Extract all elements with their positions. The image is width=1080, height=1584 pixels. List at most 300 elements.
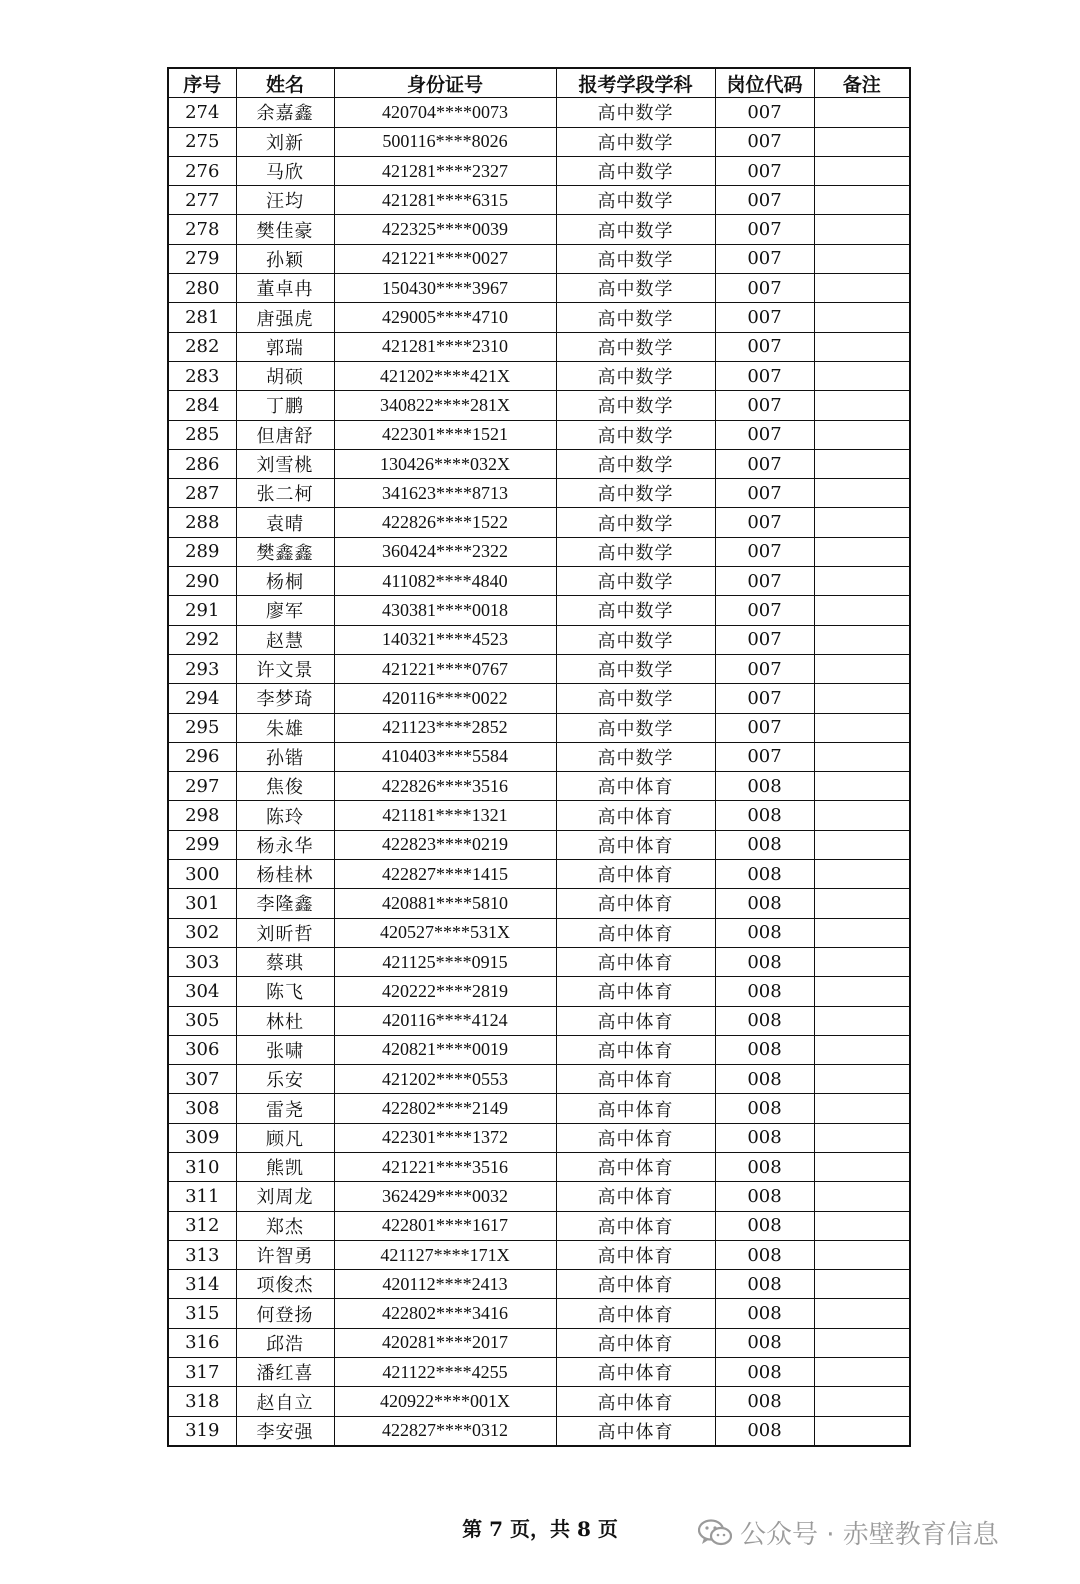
serial-number-cell: 290 [168, 567, 236, 596]
serial-number-cell: 317 [168, 1358, 236, 1387]
remarks-cell [814, 1328, 910, 1357]
table-body [168, 98, 910, 1446]
name-cell: 余嘉鑫 [236, 98, 334, 127]
position-code-cell: 007 [715, 508, 814, 537]
subject-cell: 高中数学 [556, 508, 715, 537]
name-cell: 胡硕 [236, 361, 334, 390]
remarks-cell [814, 244, 910, 273]
subject-cell: 高中体育 [556, 801, 715, 830]
position-code-cell: 007 [715, 391, 814, 420]
id-number-cell: 420222****2819 [334, 977, 556, 1006]
position-code-cell: 007 [715, 654, 814, 683]
name-cell: 汪均 [236, 186, 334, 215]
serial-number-cell: 279 [168, 244, 236, 273]
table-row [168, 801, 910, 830]
id-number-cell: 422801****1617 [334, 1211, 556, 1240]
id-number-cell: 420281****2017 [334, 1328, 556, 1357]
subject-cell: 高中数学 [556, 596, 715, 625]
remarks-cell [814, 1416, 910, 1446]
id-number-cell: 422301****1372 [334, 1123, 556, 1152]
position-code-cell: 008 [715, 1328, 814, 1357]
subject-cell: 高中体育 [556, 1358, 715, 1387]
table-row [168, 1094, 910, 1123]
serial-number-cell: 307 [168, 1065, 236, 1094]
name-cell: 李隆鑫 [236, 889, 334, 918]
page-number: 第 7 页，共 8 页 [462, 1517, 618, 1541]
position-code-cell: 008 [715, 977, 814, 1006]
table-row [168, 1358, 910, 1387]
position-code-cell: 007 [715, 215, 814, 244]
id-number-cell: 420922****001X [334, 1387, 556, 1416]
subject-cell: 高中体育 [556, 830, 715, 859]
id-number-cell: 422823****0219 [334, 830, 556, 859]
remarks-cell [814, 830, 910, 859]
watermark [698, 1514, 999, 1551]
id-number-cell: 421125****0915 [334, 947, 556, 976]
name-cell: 孙颖 [236, 244, 334, 273]
position-code-cell: 007 [715, 567, 814, 596]
wechat-icon [698, 1519, 732, 1547]
serial-number-cell: 304 [168, 977, 236, 1006]
name-cell: 李梦琦 [236, 684, 334, 713]
id-number-cell: 421122****4255 [334, 1358, 556, 1387]
table-row [168, 244, 910, 273]
id-number-cell: 421202****421X [334, 361, 556, 390]
remarks-cell [814, 713, 910, 742]
serial-number-cell: 310 [168, 1152, 236, 1181]
name-cell: 顾凡 [236, 1123, 334, 1152]
remarks-cell [814, 1152, 910, 1181]
serial-number-cell: 308 [168, 1094, 236, 1123]
subject-cell: 高中体育 [556, 1065, 715, 1094]
position-code-cell: 007 [715, 186, 814, 215]
serial-number-cell: 298 [168, 801, 236, 830]
position-code-cell: 008 [715, 1387, 814, 1416]
serial-number-cell: 288 [168, 508, 236, 537]
id-number-cell: 422325****0039 [334, 215, 556, 244]
subject-cell: 高中体育 [556, 772, 715, 801]
subject-cell: 高中数学 [556, 654, 715, 683]
subject-cell: 高中体育 [556, 1299, 715, 1328]
remarks-cell [814, 215, 910, 244]
remarks-cell [814, 186, 910, 215]
position-code-cell: 007 [715, 244, 814, 273]
name-cell: 陈飞 [236, 977, 334, 1006]
remarks-cell [814, 596, 910, 625]
table-row [168, 713, 910, 742]
serial-number-cell: 300 [168, 860, 236, 889]
position-code-cell: 008 [715, 1065, 814, 1094]
table-row [168, 1299, 910, 1328]
id-number-cell: 340822****281X [334, 391, 556, 420]
name-cell: 项俊杰 [236, 1270, 334, 1299]
position-code-cell: 008 [715, 1270, 814, 1299]
position-code-cell: 008 [715, 1240, 814, 1269]
name-cell: 张啸 [236, 1035, 334, 1064]
id-number-cell: 422802****2149 [334, 1094, 556, 1123]
serial-number-cell: 296 [168, 742, 236, 771]
subject-cell: 高中数学 [556, 420, 715, 449]
name-cell: 焦俊 [236, 772, 334, 801]
table-row [168, 391, 910, 420]
remarks-cell [814, 1387, 910, 1416]
name-cell: 林杜 [236, 1006, 334, 1035]
name-cell: 朱雄 [236, 713, 334, 742]
name-cell: 马欣 [236, 156, 334, 185]
serial-number-cell: 319 [168, 1416, 236, 1446]
table-row [168, 742, 910, 771]
table-row [168, 1240, 910, 1269]
id-number-cell: 421221****0767 [334, 654, 556, 683]
table-row [168, 830, 910, 859]
position-code-cell: 007 [715, 596, 814, 625]
serial-number-cell: 316 [168, 1328, 236, 1357]
position-code-cell: 007 [715, 98, 814, 127]
table-header-row [168, 68, 910, 98]
subject-cell: 高中数学 [556, 713, 715, 742]
serial-number-cell: 299 [168, 830, 236, 859]
id-number-cell: 422827****0312 [334, 1416, 556, 1446]
table-row [168, 1211, 910, 1240]
table-row [168, 127, 910, 156]
remarks-cell [814, 127, 910, 156]
position-code-cell: 007 [715, 274, 814, 303]
id-number-cell: 421221****0027 [334, 244, 556, 273]
serial-number-cell: 315 [168, 1299, 236, 1328]
subject-cell: 高中体育 [556, 1152, 715, 1181]
name-cell: 刘昕哲 [236, 918, 334, 947]
table-row [168, 186, 910, 215]
name-cell: 许智勇 [236, 1240, 334, 1269]
subject-cell: 高中数学 [556, 361, 715, 390]
serial-number-cell: 302 [168, 918, 236, 947]
table-row [168, 479, 910, 508]
subject-cell: 高中数学 [556, 244, 715, 273]
remarks-cell [814, 1358, 910, 1387]
name-cell: 郑杰 [236, 1211, 334, 1240]
subject-cell: 高中体育 [556, 1387, 715, 1416]
name-cell: 唐强虎 [236, 303, 334, 332]
remarks-cell [814, 1299, 910, 1328]
remarks-cell [814, 274, 910, 303]
serial-number-cell: 313 [168, 1240, 236, 1269]
subject-cell: 高中数学 [556, 186, 715, 215]
position-code-cell: 007 [715, 127, 814, 156]
serial-number-cell: 284 [168, 391, 236, 420]
id-number-cell: 410403****5584 [334, 742, 556, 771]
subject-cell: 高中数学 [556, 156, 715, 185]
position-code-cell: 008 [715, 1123, 814, 1152]
remarks-cell [814, 860, 910, 889]
id-number-cell: 422826****3516 [334, 772, 556, 801]
serial-number-cell: 286 [168, 449, 236, 478]
name-cell: 何登扬 [236, 1299, 334, 1328]
remarks-cell [814, 98, 910, 127]
remarks-cell [814, 684, 910, 713]
header-subject: 报考学段学科 [556, 68, 715, 98]
subject-cell: 高中数学 [556, 274, 715, 303]
serial-number-cell: 301 [168, 889, 236, 918]
remarks-cell [814, 742, 910, 771]
name-cell: 乐安 [236, 1065, 334, 1094]
subject-cell: 高中体育 [556, 889, 715, 918]
serial-number-cell: 292 [168, 625, 236, 654]
remarks-cell [814, 772, 910, 801]
table-row [168, 977, 910, 1006]
table-row [168, 449, 910, 478]
id-number-cell: 360424****2322 [334, 537, 556, 566]
table-row [168, 860, 910, 889]
id-number-cell: 421221****3516 [334, 1152, 556, 1181]
name-cell: 樊鑫鑫 [236, 537, 334, 566]
serial-number-cell: 311 [168, 1182, 236, 1211]
serial-number-cell: 297 [168, 772, 236, 801]
id-number-cell: 421202****0553 [334, 1065, 556, 1094]
name-cell: 董卓冉 [236, 274, 334, 303]
name-cell: 雷尧 [236, 1094, 334, 1123]
table-row [168, 772, 910, 801]
table-row [168, 1387, 910, 1416]
table-row [168, 567, 910, 596]
position-code-cell: 008 [715, 1035, 814, 1064]
position-code-cell: 008 [715, 1182, 814, 1211]
table-row [168, 274, 910, 303]
position-code-cell: 008 [715, 830, 814, 859]
candidate-table [167, 67, 911, 1447]
position-code-cell: 008 [715, 1094, 814, 1123]
remarks-cell [814, 508, 910, 537]
serial-number-cell: 293 [168, 654, 236, 683]
remarks-cell [814, 449, 910, 478]
id-number-cell: 421181****1321 [334, 801, 556, 830]
table-row [168, 889, 910, 918]
table-row [168, 596, 910, 625]
table-row [168, 1182, 910, 1211]
table-row [168, 947, 910, 976]
serial-number-cell: 289 [168, 537, 236, 566]
position-code-cell: 007 [715, 332, 814, 361]
remarks-cell [814, 654, 910, 683]
position-code-cell: 008 [715, 1152, 814, 1181]
remarks-cell [814, 567, 910, 596]
id-number-cell: 362429****0032 [334, 1182, 556, 1211]
remarks-cell [814, 156, 910, 185]
table-row [168, 684, 910, 713]
serial-number-cell: 278 [168, 215, 236, 244]
serial-number-cell: 287 [168, 479, 236, 508]
name-cell: 郭瑞 [236, 332, 334, 361]
id-number-cell: 420881****5810 [334, 889, 556, 918]
remarks-cell [814, 977, 910, 1006]
subject-cell: 高中体育 [556, 1094, 715, 1123]
remarks-cell [814, 1094, 910, 1123]
name-cell: 廖军 [236, 596, 334, 625]
remarks-cell [814, 1270, 910, 1299]
name-cell: 许文景 [236, 654, 334, 683]
subject-cell: 高中数学 [556, 742, 715, 771]
serial-number-cell: 282 [168, 332, 236, 361]
name-cell: 袁晴 [236, 508, 334, 537]
serial-number-cell: 274 [168, 98, 236, 127]
serial-number-cell: 283 [168, 361, 236, 390]
remarks-cell [814, 1035, 910, 1064]
id-number-cell: 420112****2413 [334, 1270, 556, 1299]
subject-cell: 高中体育 [556, 1182, 715, 1211]
table-row [168, 537, 910, 566]
name-cell: 潘红喜 [236, 1358, 334, 1387]
id-number-cell: 150430****3967 [334, 274, 556, 303]
position-code-cell: 008 [715, 772, 814, 801]
position-code-cell: 007 [715, 684, 814, 713]
remarks-cell [814, 947, 910, 976]
table-row [168, 625, 910, 654]
id-number-cell: 500116****8026 [334, 127, 556, 156]
table-row [168, 361, 910, 390]
position-code-cell: 007 [715, 742, 814, 771]
position-code-cell: 008 [715, 1211, 814, 1240]
remarks-cell [814, 391, 910, 420]
serial-number-cell: 291 [168, 596, 236, 625]
id-number-cell: 420821****0019 [334, 1035, 556, 1064]
position-code-cell: 008 [715, 1006, 814, 1035]
subject-cell: 高中数学 [556, 625, 715, 654]
subject-cell: 高中体育 [556, 1123, 715, 1152]
name-cell: 李安强 [236, 1416, 334, 1446]
id-number-cell: 420704****0073 [334, 98, 556, 127]
subject-cell: 高中数学 [556, 215, 715, 244]
serial-number-cell: 281 [168, 303, 236, 332]
name-cell: 孙锴 [236, 742, 334, 771]
subject-cell: 高中体育 [556, 860, 715, 889]
id-number-cell: 130426****032X [334, 449, 556, 478]
subject-cell: 高中数学 [556, 567, 715, 596]
header-remarks: 备注 [814, 68, 910, 98]
remarks-cell [814, 1240, 910, 1269]
serial-number-cell: 309 [168, 1123, 236, 1152]
remarks-cell [814, 1065, 910, 1094]
position-code-cell: 008 [715, 860, 814, 889]
id-number-cell: 420116****4124 [334, 1006, 556, 1035]
position-code-cell: 007 [715, 420, 814, 449]
table-row [168, 1035, 910, 1064]
header-name: 姓名 [236, 68, 334, 98]
table-row [168, 98, 910, 127]
position-code-cell: 008 [715, 801, 814, 830]
remarks-cell [814, 625, 910, 654]
name-cell: 刘雪桃 [236, 449, 334, 478]
serial-number-cell: 314 [168, 1270, 236, 1299]
name-cell: 蔡琪 [236, 947, 334, 976]
serial-number-cell: 275 [168, 127, 236, 156]
remarks-cell [814, 479, 910, 508]
position-code-cell: 007 [715, 156, 814, 185]
table-row [168, 918, 910, 947]
id-number-cell: 341623****8713 [334, 479, 556, 508]
remarks-cell [814, 1182, 910, 1211]
subject-cell: 高中体育 [556, 1270, 715, 1299]
position-code-cell: 008 [715, 918, 814, 947]
id-number-cell: 422827****1415 [334, 860, 556, 889]
id-number-cell: 422826****1522 [334, 508, 556, 537]
table-row [168, 508, 910, 537]
remarks-cell [814, 332, 910, 361]
table-row [168, 332, 910, 361]
name-cell: 赵慧 [236, 625, 334, 654]
name-cell: 熊凯 [236, 1152, 334, 1181]
serial-number-cell: 295 [168, 713, 236, 742]
name-cell: 杨永华 [236, 830, 334, 859]
name-cell: 陈玲 [236, 801, 334, 830]
position-code-cell: 007 [715, 303, 814, 332]
position-code-cell: 008 [715, 1358, 814, 1387]
remarks-cell [814, 918, 910, 947]
table-row [168, 1270, 910, 1299]
subject-cell: 高中体育 [556, 947, 715, 976]
position-code-cell: 008 [715, 1299, 814, 1328]
name-cell: 樊佳豪 [236, 215, 334, 244]
name-cell: 赵自立 [236, 1387, 334, 1416]
name-cell: 张二柯 [236, 479, 334, 508]
id-number-cell: 422301****1521 [334, 420, 556, 449]
id-number-cell: 421281****2327 [334, 156, 556, 185]
position-code-cell: 008 [715, 889, 814, 918]
id-number-cell: 421281****2310 [334, 332, 556, 361]
id-number-cell: 429005****4710 [334, 303, 556, 332]
id-number-cell: 420116****0022 [334, 684, 556, 713]
id-number-cell: 421127****171X [334, 1240, 556, 1269]
header-serial-number: 序号 [168, 68, 236, 98]
serial-number-cell: 277 [168, 186, 236, 215]
table-row [168, 303, 910, 332]
id-number-cell: 420527****531X [334, 918, 556, 947]
position-code-cell: 007 [715, 537, 814, 566]
serial-number-cell: 312 [168, 1211, 236, 1240]
serial-number-cell: 303 [168, 947, 236, 976]
subject-cell: 高中数学 [556, 479, 715, 508]
position-code-cell: 007 [715, 449, 814, 478]
serial-number-cell: 294 [168, 684, 236, 713]
id-number-cell: 430381****0018 [334, 596, 556, 625]
id-number-cell: 411082****4840 [334, 567, 556, 596]
table-row [168, 1065, 910, 1094]
serial-number-cell: 318 [168, 1387, 236, 1416]
name-cell: 刘周龙 [236, 1182, 334, 1211]
remarks-cell [814, 537, 910, 566]
remarks-cell [814, 889, 910, 918]
subject-cell: 高中体育 [556, 1328, 715, 1357]
table-row [168, 1123, 910, 1152]
subject-cell: 高中数学 [556, 449, 715, 478]
id-number-cell: 421281****6315 [334, 186, 556, 215]
subject-cell: 高中体育 [556, 1416, 715, 1446]
subject-cell: 高中体育 [556, 1006, 715, 1035]
remarks-cell [814, 361, 910, 390]
table-row [168, 156, 910, 185]
serial-number-cell: 285 [168, 420, 236, 449]
remarks-cell [814, 303, 910, 332]
subject-cell: 高中数学 [556, 684, 715, 713]
subject-cell: 高中数学 [556, 98, 715, 127]
table-row [168, 1152, 910, 1181]
subject-cell: 高中数学 [556, 127, 715, 156]
name-cell: 丁鹏 [236, 391, 334, 420]
position-code-cell: 007 [715, 625, 814, 654]
remarks-cell [814, 1211, 910, 1240]
subject-cell: 高中体育 [556, 1211, 715, 1240]
table-row [168, 215, 910, 244]
name-cell: 刘新 [236, 127, 334, 156]
position-code-cell: 008 [715, 947, 814, 976]
